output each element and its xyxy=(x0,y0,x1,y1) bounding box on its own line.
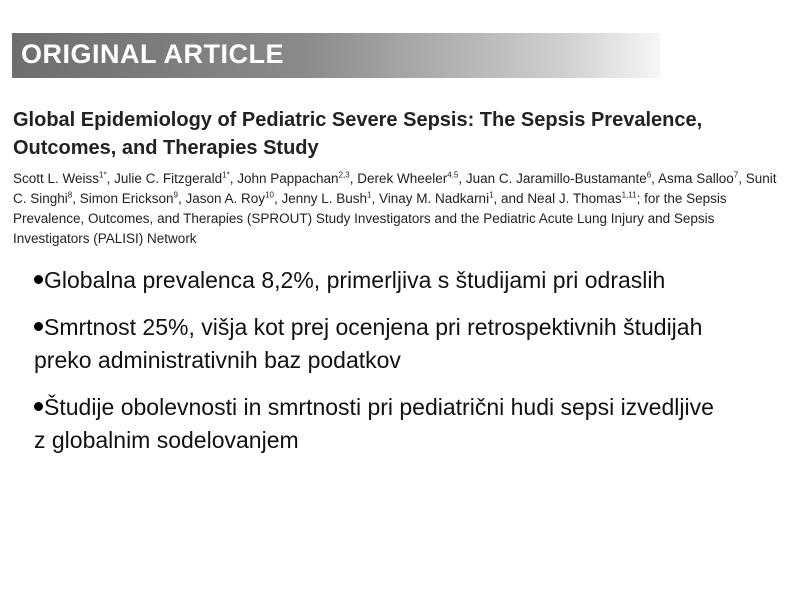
author-affiliation-sup: 2,3 xyxy=(338,170,350,180)
bullet-item xyxy=(34,264,724,297)
author-list xyxy=(13,169,783,249)
author-affiliation-sup: 4,5 xyxy=(447,170,459,180)
affiliation-note: for the Sepsis Prevalence, Outcomes, and Therapies (SPROUT) Study Investigators and the Pediatric Acute Lung Injury and Sepsis Investigators (PALISI) Network xyxy=(13,191,727,246)
author-separator: , xyxy=(349,171,358,186)
author-separator: , xyxy=(229,171,238,186)
author-affiliation-sup: 1 xyxy=(489,190,494,200)
author-name: Simon Erickson xyxy=(79,191,174,206)
author-separator: , xyxy=(72,191,80,206)
author-affiliation-sup: 10 xyxy=(265,190,274,200)
author-name: Jenny L. Bush xyxy=(281,191,368,206)
author-name: Vinay M. Nadkarni xyxy=(379,191,490,206)
author-name: Scott L. Weiss xyxy=(13,171,100,186)
author-separator: ; xyxy=(636,191,645,206)
author-affiliation-sup: 6 xyxy=(646,170,652,180)
author-separator: , and xyxy=(493,191,528,206)
bullet-text: Študije obolevnosti in smrtnosti pri pediatrični hudi sepsi izvedljive z globalnim sodelovanjem xyxy=(34,394,714,453)
bullet-list xyxy=(34,264,724,471)
author-affiliation-sup: 1 xyxy=(367,190,372,200)
author-separator: , xyxy=(371,191,380,206)
author-name: Jason A. Roy xyxy=(185,191,266,206)
author-name: Neal J. Thomas xyxy=(527,191,622,206)
author-separator: , xyxy=(106,171,115,186)
bullet-dot-icon xyxy=(34,402,43,411)
author-affiliation-sup: 9 xyxy=(173,190,178,200)
bullet-item xyxy=(34,391,724,457)
bullet-item xyxy=(34,311,724,377)
bullet-text: Smrtnost 25%, višja kot prej ocenjena pri retrospektivnih študijah preko administrativnih baz podatkov xyxy=(34,314,703,373)
bullet-dot-icon xyxy=(34,275,43,284)
author-name: Sunit C. Singhi xyxy=(13,171,777,206)
author-name: Derek Wheeler xyxy=(357,171,448,186)
author-name: Juan C. Jaramillo-Bustamante xyxy=(465,171,647,186)
author-affiliation-sup: 1* xyxy=(222,170,230,180)
author-affiliation-sup: 1* xyxy=(99,170,107,180)
bullet-text: Globalna prevalenca 8,2%, primerljiva s študijami pri odraslih xyxy=(44,267,666,293)
author-affiliation-sup: 1,11 xyxy=(621,190,637,200)
bullet-dot-icon xyxy=(34,322,43,331)
article-title: Global Epidemiology of Pediatric Severe Sepsis: The Sepsis Prevalence, Outcomes, and Therapies Study xyxy=(13,109,703,159)
article-type-label: ORIGINAL ARTICLE xyxy=(21,39,284,69)
author-affiliation-sup: 7 xyxy=(733,170,739,180)
author-name: John Pappachan xyxy=(237,171,339,186)
author-separator: , xyxy=(458,171,466,186)
article-type-banner xyxy=(12,33,660,78)
author-separator: , xyxy=(178,191,186,206)
author-affiliation-sup: 8 xyxy=(67,190,73,200)
author-name: Julie C. Fitzgerald xyxy=(114,171,223,186)
author-name: Asma Salloo xyxy=(657,171,734,186)
author-separator: , xyxy=(738,171,746,186)
author-separator: , xyxy=(651,171,658,186)
author-separator: , xyxy=(273,191,282,206)
